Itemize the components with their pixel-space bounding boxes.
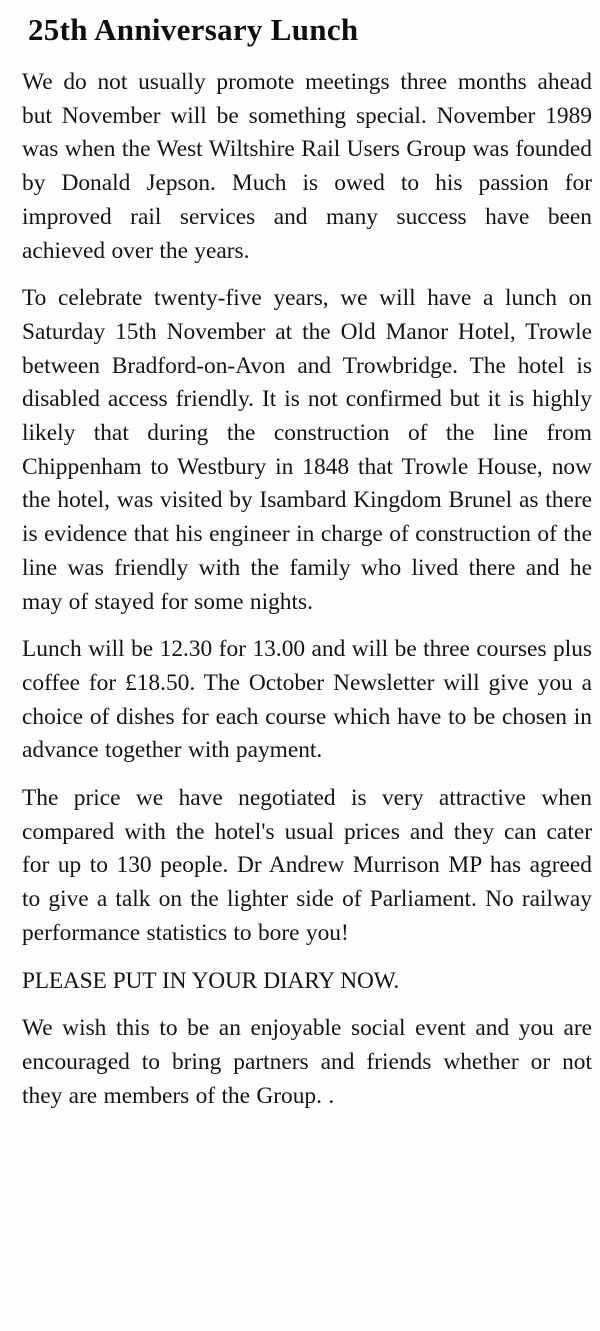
paragraph-diary-notice: PLEASE PUT IN YOUR DIARY NOW. [22,967,400,994]
paragraph-speaker: The price we have negotiated is very attractive when compared with the hotel's usual prices and they can cater for up to 130 people. Dr Andrew Murrison MP has agreed to give a talk on the lighter side of Parliament. No railway performance statistics to bore you! [22,785,592,946]
paragraph-menu-price: Lunch will be 12.30 for 13.00 and will be three courses plus coffee for £18.50. The October Newsletter will give you a choice of dishes for each course which have to be chosen in advance together with payment. [22,636,592,764]
paragraph-intro: We do not usually promote meetings three months ahead but November will be something special. November 1989 was when the West Wiltshire Rail Users Group was founded by Donald Jepson. Much is owed to his passion for improved rail services and many success have been achieved over the years. [22,69,592,264]
article-title: 25th Anniversary Lunch [28,12,359,47]
paragraph-social-event: We wish this to be an enjoyable social event and you are encouraged to bring partners and friends whether or not they are members of the Group. . [22,1015,592,1109]
paragraph-venue: To celebrate twenty-five years, we will have a lunch on Saturday 15th November at the Old Manor Hotel, Trowle between Bradford-on-Avon and Trowbridge. The hotel is disabled access friendly. It is not confirmed but it is highly likely that during the construction of the line from Chippenham to Westbury in 1848 that Trowle House, now the hotel, was visited by Isambard Kingdom Brunel as there is evidence that his engineer in charge of construction of the line was friendly with the family who lived there and he may of stayed for some nights. [22,285,592,615]
